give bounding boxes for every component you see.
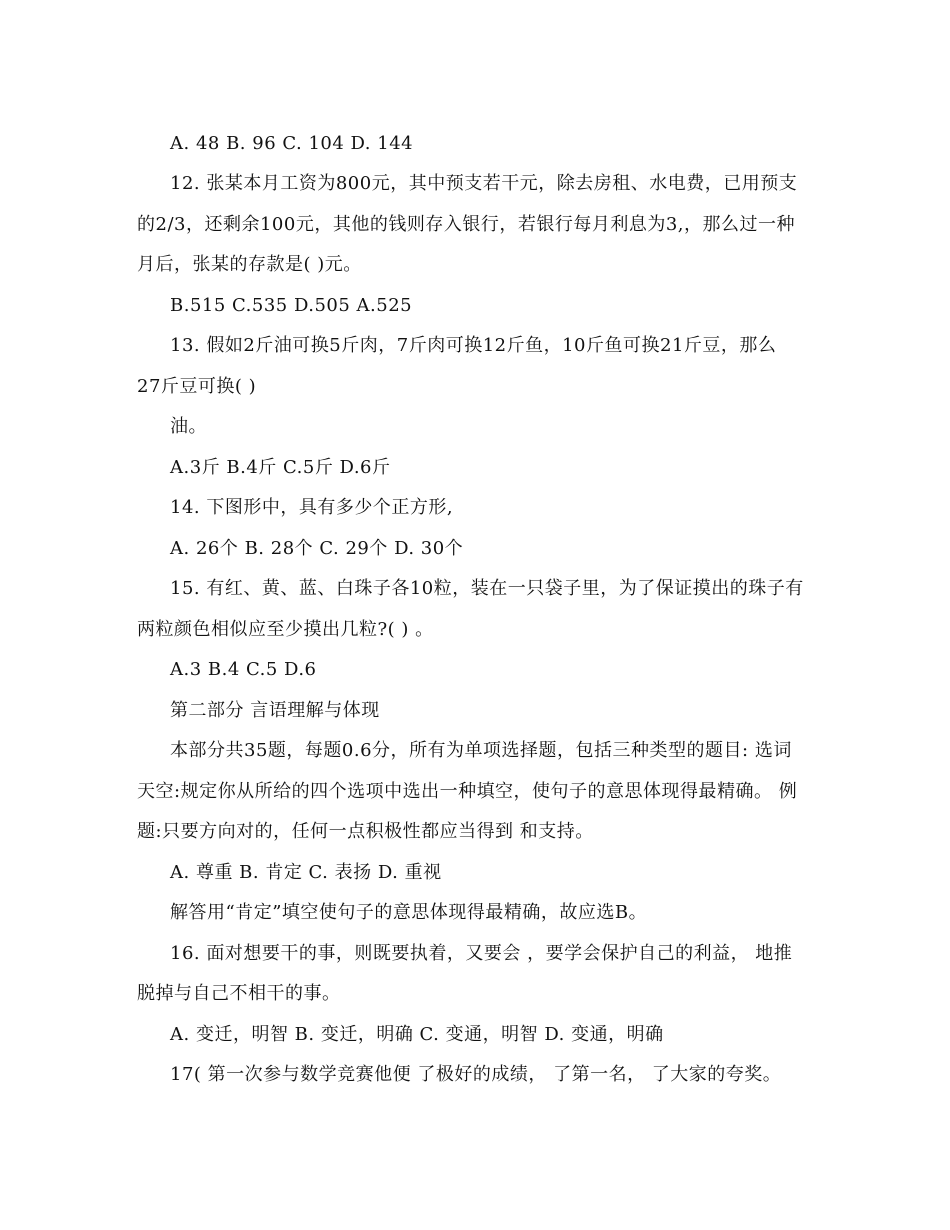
question-13-line-2: 27斤豆可换( ) xyxy=(137,376,257,397)
answer-options-11: A. 48 B. 96 C. 104 D. 144 xyxy=(170,133,414,154)
question-17: 17( 第一次参与数学竞赛他便 了极好的成绩， 了第一名， 了大家的夸奖。 xyxy=(170,1064,782,1085)
question-15-line-1: 15. 有红、黄、蓝、白珠子各10粒，装在一只袋子里，为了保证摸出的珠子有 xyxy=(170,578,804,599)
question-13-line-3: 油。 xyxy=(170,416,207,437)
example-answer-options: A. 尊重 B. 肯定 C. 表扬 D. 重视 xyxy=(170,862,442,883)
question-12-line-3: 月后，张某的存款是( )元。 xyxy=(137,254,362,275)
answer-options-12: B.515 C.535 D.505 A.525 xyxy=(170,295,413,316)
example-explanation: 解答用“肯定”填空使句子的意思体现得最精确，故应选B。 xyxy=(170,902,648,923)
section-intro-line-3: 题:只要方向对的，任何一点积极性都应当得到 和支持。 xyxy=(137,821,594,842)
question-14: 14. 下图形中，具有多少个正方形, xyxy=(170,497,454,518)
answer-options-16: A. 变迁，明智 B. 变迁，明确 C. 变通，明智 D. 变通，明确 xyxy=(170,1024,664,1045)
answer-options-15: A.3 B.4 C.5 D.6 xyxy=(170,659,317,680)
section-intro-line-1: 本部分共35题，每题0.6分，所有为单项选择题，包括三种类型的题目: 选词 xyxy=(170,740,792,761)
question-12-line-2: 的2/3，还剩余100元，其他的钱则存入银行，若银行每月利息为3,，那么过一种 xyxy=(137,214,795,235)
answer-options-14: A. 26个 B. 28个 C. 29个 D. 30个 xyxy=(170,538,464,559)
question-15-line-2: 两粒颜色相似应至少摸出几粒?( ) 。 xyxy=(137,619,434,640)
answer-options-13: A.3斤 B.4斤 C.5斤 D.6斤 xyxy=(170,457,391,478)
question-16-line-1: 16. 面对想要干的事，则既要执着，又要会 ，要学会保护自己的利益， 地推 xyxy=(170,943,793,964)
section-intro-line-2: 天空:规定你从所给的四个选项中选出一种填空，使句子的意思体现得最精确。 例 xyxy=(137,781,798,802)
question-13-line-1: 13. 假如2斤油可换5斤肉，7斤肉可换12斤鱼，10斤鱼可换21斤豆，那么 xyxy=(170,335,777,356)
question-16-line-2: 脱掉与自己不相干的事。 xyxy=(137,983,341,1004)
question-12-line-1: 12. 张某本月工资为800元，其中预支若干元，除去房租、水电费，已用预支 xyxy=(170,173,798,194)
section-heading: 第二部分 言语理解与体现 xyxy=(170,700,380,721)
